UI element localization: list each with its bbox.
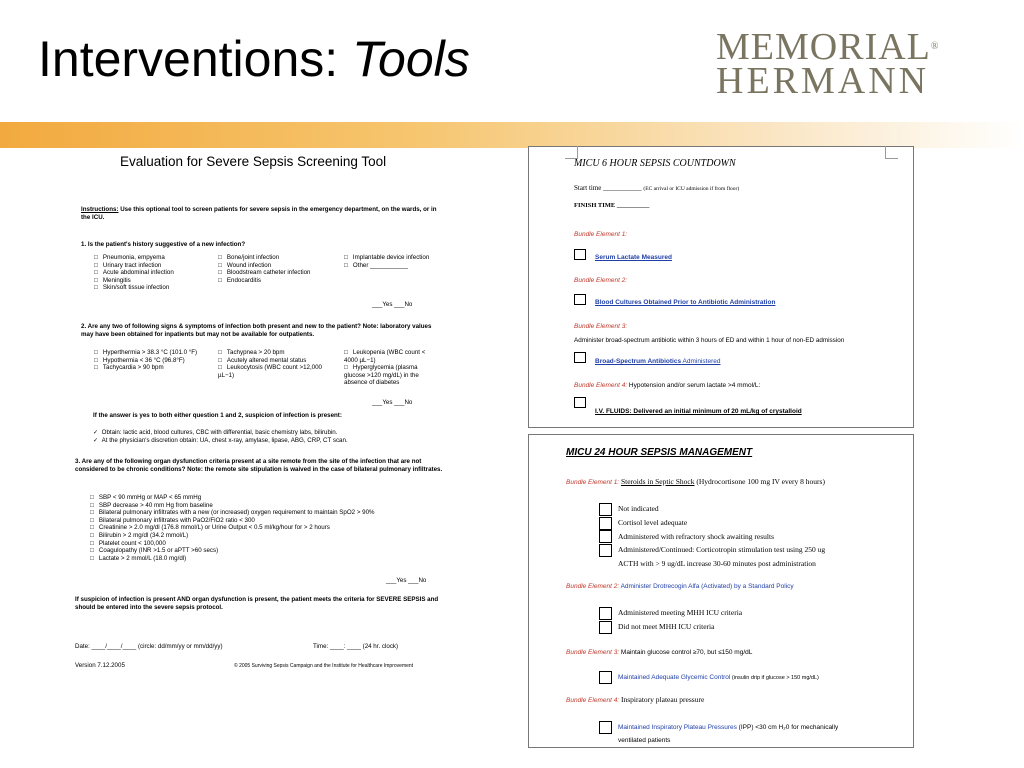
option-row[interactable]: Cortisol level adequate [599,516,825,530]
checkbox-item[interactable]: □ Bilateral pulmonary infiltrates with PaO2/FiO2 ratio < 300 [90,516,255,524]
micu6-bundle-element-4: Bundle Element 4: Hypotension and/or serum lactate >4 mmol/L: [574,382,761,389]
micu-6-hour-form [528,146,914,428]
question-1: 1. Is the patient's history suggestive of a new infection? [81,241,246,248]
checkbox[interactable] [574,352,586,363]
checkbox-item[interactable]: □ Coagulopathy (INR >1.5 or aPTT >60 secs) [90,547,219,555]
q3-items [90,494,440,562]
micu24-title: MICU 24 HOUR SEPSIS MANAGEMENT [566,447,753,458]
micu24-bundle-element-1: Bundle Element 1: Steroids in Septic Shock (Hydrocortisone 100 mg IV every 8 hours) [566,477,825,486]
suspicion-statement: If the answer is yes to both either question 1 and 2, suspicion of infection is present: [93,412,342,419]
corner-mark [885,146,898,159]
start-time[interactable]: Start time ___________ (EC arrival or ICU admission if from floor) [574,184,740,192]
title-italic: Tools [352,31,470,87]
checkbox-item[interactable]: □ Hyperglycemia (plasma glucose >120 mg/dL) in the absence of diabetes [344,364,419,387]
checkbox-item[interactable]: □ Pneumonia, empyema [94,254,165,261]
checkbox-item[interactable]: □ Acutely altered mental status [218,356,307,364]
date-line[interactable]: Date: ____/____/____ (circle: dd/mm/yy or mm/dd/yy) [75,643,223,650]
drotrecogin-options [599,606,742,634]
q2-column-1 [94,349,204,372]
checkbox-item[interactable]: □ Acute abdominal infection [94,269,174,277]
micu-24-hour-form [528,434,914,748]
checkbox-item[interactable]: □ Implantable device infection [344,254,430,261]
check-item: ✓ At the physician's discretion obtain: UA, chest x-ray, amylase, lipase, ABG, CRP, CT scan. [93,436,348,444]
checkbox-item[interactable]: □ Tachycardia > 90 bpm [94,364,164,372]
option-row[interactable]: Did not meet MHH ICU criteria [599,620,742,634]
checkbox-item[interactable]: □ Skin/soft tissue infection [94,284,170,292]
option-continuation: ACTH with > 9 ug/dL increase 30-60 minutes post administration [618,559,816,569]
checkbox[interactable] [574,294,586,305]
plateau-option[interactable]: Maintained Inspiratory Plateau Pressures (IPP) <30 cm H₂0 for mechanically ventilated patients [599,721,838,747]
logo-reg: ® [930,41,940,52]
checkbox-item[interactable]: □ Bone/joint infection [218,254,280,261]
q3-yes-no[interactable]: ___Yes ___No [386,577,427,584]
q2-column-3 [344,349,439,387]
checkbox[interactable] [574,397,586,408]
checkbox-item[interactable]: □ Meningitis [94,276,131,284]
checkbox-item[interactable]: □ Hyperthermia > 38.3 °C (101.0 °F) [94,349,198,356]
title-plain: Interventions: [38,31,353,87]
checkbox-item[interactable]: □ SBP < 90 mmHg or MAP < 65 mmHg [90,494,202,501]
checkbox-item[interactable]: □ Bilirubin > 2 mg/dl (34.2 mmol/L) [90,531,189,539]
question-3: 3. Are any of the following organ dysfunction criteria present at a site remote from the site of the infection that are not considered to be chronic conditions? Note: the remote site stipulation is waived in the case of bilateral pulmonary infiltrates. [75,458,443,473]
steroid-options [599,502,825,570]
instructions [81,206,441,221]
orange-divider-band [0,122,1024,148]
checkbox-item[interactable]: □ Platelet count < 100,000 [90,539,166,547]
logo-line1: MEMORIAL [716,26,931,68]
q2-column-2 [218,349,328,379]
checkbox-item[interactable]: □ Leukocytosis (WBC count >12,000 µL−1) [218,364,323,379]
micu24-bundle-element-3: Bundle Element 3: Maintain glucose control ≥70, but ≤150 mg/dL [566,649,753,656]
checkbox-item[interactable]: □ SBP decrease > 40 mm Hg from baseline [90,501,213,509]
copyright: © 2005 Surviving Sepsis Campaign and the Institute for Healthcare Improvement [234,663,414,669]
micu24-bundle-element-4: Bundle Element 4: Inspiratory plateau pressure [566,695,705,704]
screening-tool-title: Evaluation for Severe Sepsis Screening Tool [120,154,387,169]
version-label: Version 7.12.2005 [75,662,125,669]
blood-cultures-item: Blood Cultures Obtained Prior to Antibiotic Administration [595,299,776,306]
glycemic-option[interactable]: Maintained Adequate Glycemic Control (insulin drip if glucose > 150 mg/dL) [599,671,819,684]
micu6-bundle-element-1: Bundle Element 1: [574,231,628,238]
micu24-bundle-element-2: Bundle Element 2: Administer Drotrecogin Alfa (Activated) by a Standard Policy [566,583,794,590]
screening-tool-document [70,150,460,710]
q1-yes-no[interactable]: ___Yes ___No [372,301,413,308]
checkbox-item[interactable]: □ Other ___________ [344,261,408,269]
q1-column-1 [94,254,204,292]
time-line[interactable]: Time: ____: ____ (24 hr. clock) [313,643,399,650]
checkbox-item[interactable]: □ Tachypnea > 20 bpm [218,349,285,356]
check-item: ✓ Obtain: lactic acid, blood cultures, CBC with differential, basic chemistry labs, bilirubin. [93,429,338,436]
checkbox-item[interactable]: □ Creatinine > 2.0 mg/dl (176.8 mmol/L) or Urine Output < 0.5 ml/kg/hour for > 2 hours [90,524,330,532]
checkbox-item[interactable]: □ Urinary tract infection [94,261,162,269]
finish-time[interactable]: FINISH TIME __________ [574,202,650,209]
checkbox[interactable] [574,249,586,260]
checkbox-item[interactable]: □ Leukopenia (WBC count < 4000 µL−1) [344,349,426,364]
micu6-title: MICU 6 HOUR SEPSIS COUNTDOWN [574,158,736,169]
checkbox-item[interactable]: □ Wound infection [218,261,272,269]
checkbox-item[interactable]: □ Bilateral pulmonary infiltrates with a new (or increased) oxygen requirement to maintain SpO2 > 90% [90,509,375,517]
question-2: 2. Are any two of following signs & symptoms of infection both present and new to the patient? Note: laboratory values may have been obtained for inpatients but may not be available for outpatients. [81,323,432,338]
checkbox-item[interactable]: □ Endocarditis [218,276,261,284]
checkbox-item[interactable]: □ Bloodstream catheter infection [218,269,311,277]
antibiotics-item: Broad-Spectrum Antibiotics Administered [595,358,721,365]
serum-lactate-item: Serum Lactate Measured [595,254,672,261]
q2-yes-no[interactable]: ___Yes ___No [372,399,413,406]
micu6-bundle-element-2: Bundle Element 2: [574,277,628,284]
option-row[interactable]: Administered/Continued: Corticotropin stimulation test using 250 ug [599,543,825,557]
option-row[interactable]: Not indicated [599,502,825,516]
antibiotic-instruction: Administer broad-spectrum antibiotic within 3 hours of ED and within 1 hour of non-ED admission [574,337,845,344]
slide-title [38,30,470,88]
checkbox-item[interactable]: □ Hypothermia < 36 °C (96.8°F) [94,356,185,364]
q1-column-3 [344,254,434,269]
micu6-bundle-element-3: Bundle Element 3: [574,323,628,330]
iv-fluids-item: I.V. FLUIDS: Delivered an initial minimum of 20 mL/kg of crystalloid [595,408,802,415]
instructions-text: Use this optional tool to screen patients for severe sepsis in the emergency department, on the wards, or in the ICU. [81,206,437,221]
severe-sepsis-conclusion: If suspicion of infection is present AND organ dysfunction is present, the patient meets the criteria for SEVERE SEPSIS and should be entered into the severe sepsis protocol. [75,596,439,611]
logo-line2: HERMANN [716,60,930,102]
option-row[interactable]: Administered meeting MHH ICU criteria [599,606,742,620]
checked-actions [93,429,438,444]
q1-column-2 [218,254,328,284]
checkbox-item[interactable]: □ Lactate > 2 mmol/L (18.0 mg/dl) [90,554,187,562]
memorial-hermann-logo [716,26,966,102]
instructions-label: Instructions: [81,206,119,213]
option-row[interactable]: Administered with refractory shock awaiting results [599,530,825,544]
